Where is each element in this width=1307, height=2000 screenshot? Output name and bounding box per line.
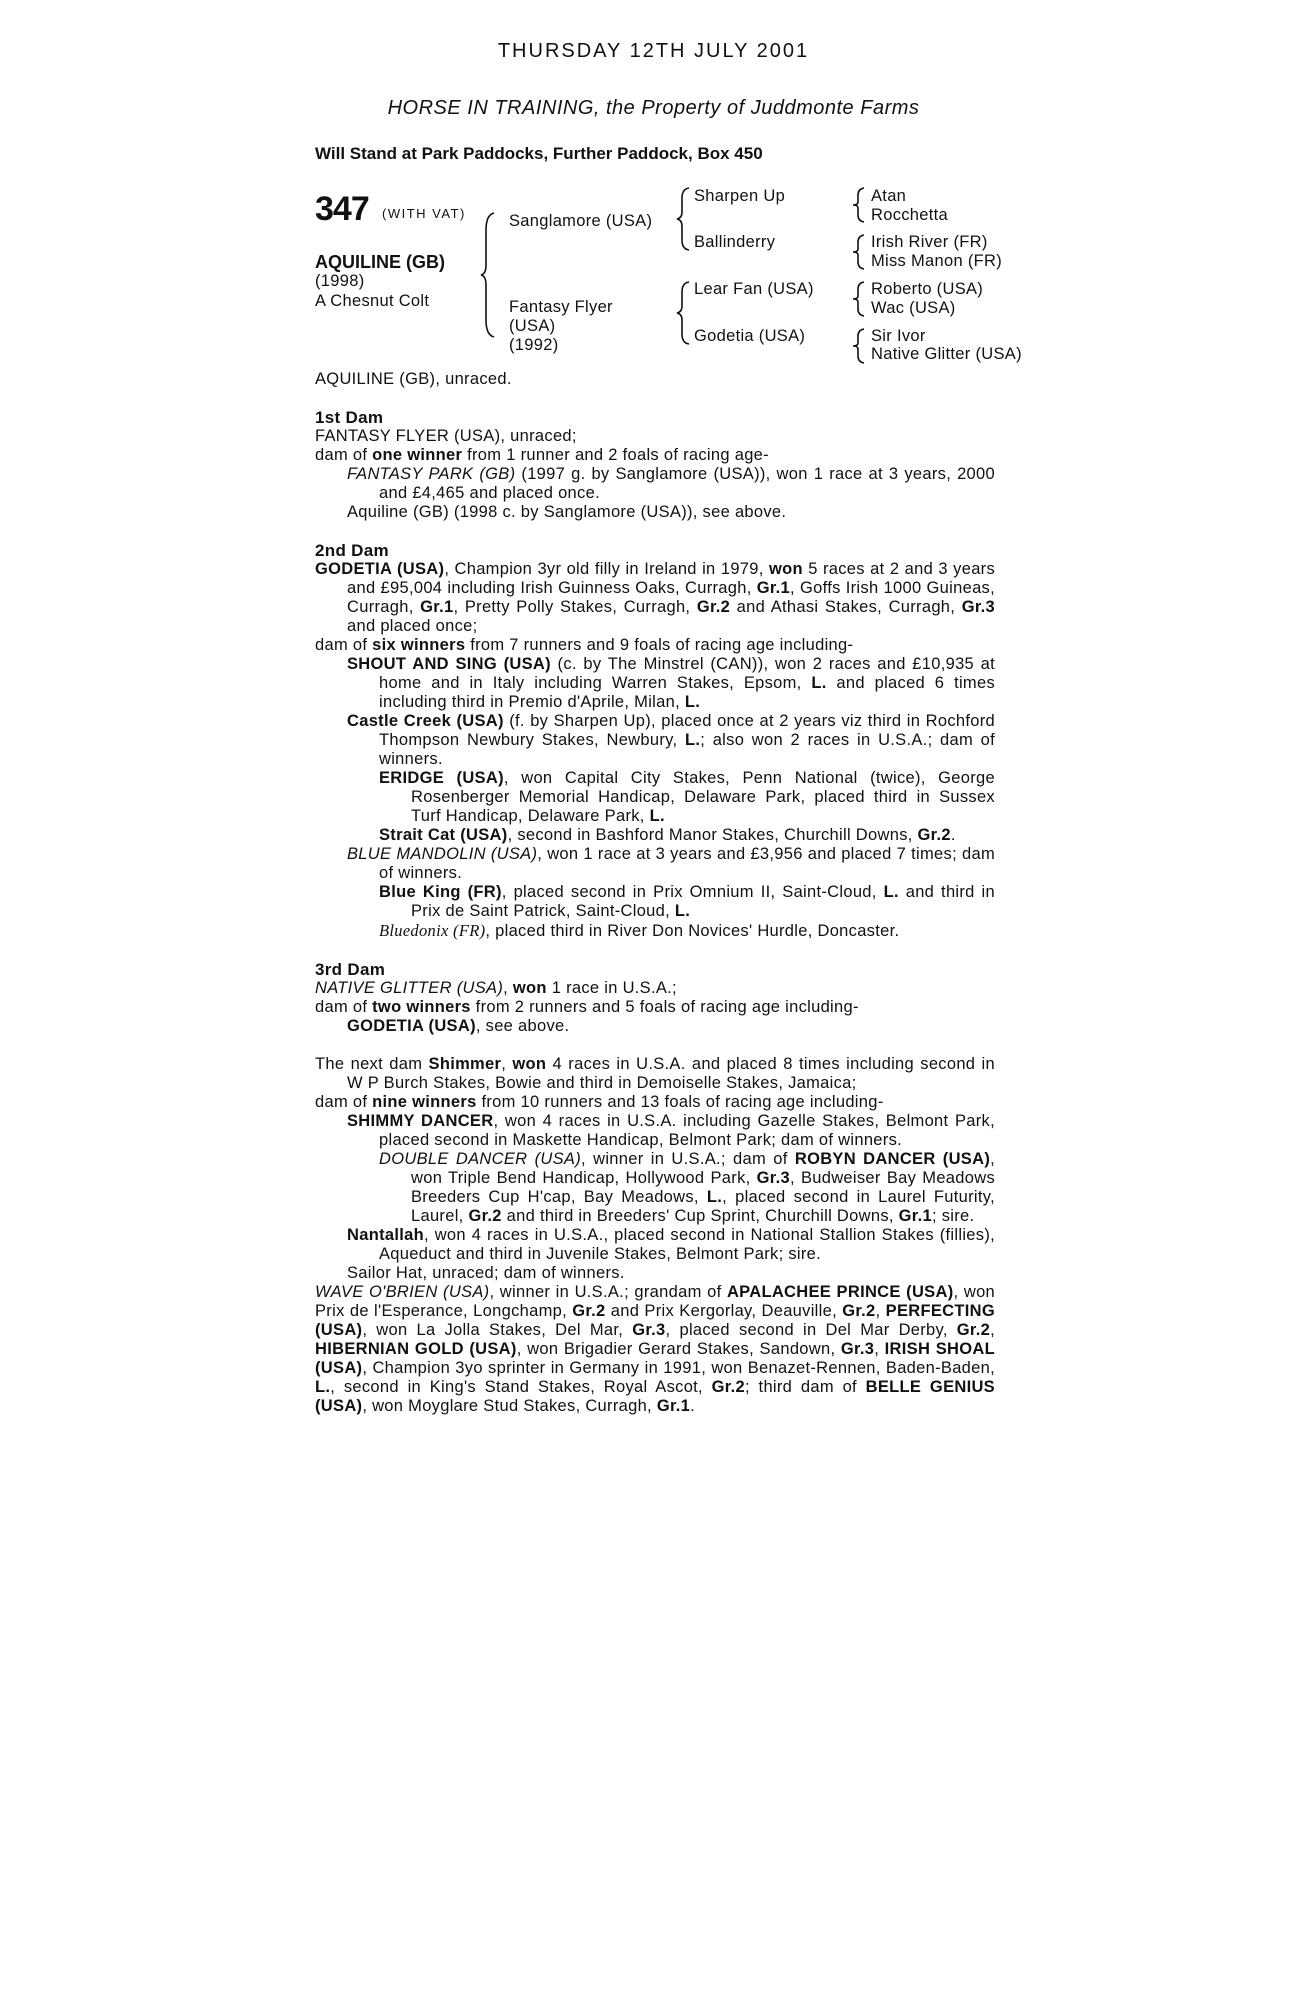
pedigree-ddd: Native Glitter (USA) [871, 345, 1022, 363]
first-dam-line: FANTASY FLYER (USA), unraced; [315, 427, 577, 445]
pedigree-brace-6 [852, 280, 870, 318]
unraced-line: AQUILINE (GB), unraced. [315, 370, 512, 388]
produce-wave-obrien: WAVE O'BRIEN (USA), winner in U.S.A.; grandam of APALACHEE PRINCE (USA), won Prix de l'Esperance, Longchamp, Gr.2 and Prix Kergorlay, Deauville, Gr.2, PERFECTING (USA), won La Jolla Stakes, Del Mar, Gr.3, placed second in Del Mar Derby, Gr.2, HIBERNIAN GOLD (USA), won Brigadier Gerard Stakes, Sandown, Gr.3, IRISH SHOAL (USA), Champion 3yo sprinter in Germany in 1991, won Benazet-Rennen, Baden-Baden, L., second in King's Stand Stakes, Royal Ascot, Gr.2; third dam of BELLE GENIUS (USA), won Moyglare Stud Stakes, Curragh, Gr.1. [315, 1283, 996, 1415]
pedigree-dam-line3: (1992) [509, 336, 559, 354]
pedigree-brace-7 [852, 327, 870, 365]
produce-godetia: GODETIA (USA), see above. [347, 1017, 570, 1035]
pedigree-brace-2 [676, 186, 696, 252]
pedigree-dam-line2: (USA) [509, 317, 556, 335]
first-dam-heading: 1st Dam [315, 408, 384, 427]
produce-blue-mandolin: BLUE MANDOLIN (USA), won 1 race at 3 years and £3,956 and placed 7 times; dam of winners. [347, 845, 995, 882]
second-dam-heading: 2nd Dam [315, 541, 389, 560]
produce-shimmy-dancer: SHIMMY DANCER, won 4 races in U.S.A. including Gazelle Stakes, Belmont Park, placed second in Maskette Handicap, Belmont Park; dam of winners. [347, 1112, 995, 1149]
produce-nantallah: Nantallah, won 4 races in U.S.A., placed second in National Stallion Stakes (fillies), Aqueduct and third in Juvenile Stakes, Belmont Park; sire. [347, 1226, 995, 1263]
pedigree-brace-1 [480, 210, 502, 340]
sale-date: THURSDAY 12TH JULY 2001 [497, 40, 810, 62]
catalogue-text [315, 370, 995, 1416]
pedigree-brace-4 [852, 186, 870, 224]
produce-blue-king: Blue King (FR), placed second in Prix Omnium II, Saint-Cloud, L. and third in Prix de Saint Patrick, Saint-Cloud, L. [379, 883, 995, 920]
pedigree-dam-dam: Godetia (USA) [694, 327, 806, 345]
pedigree-sdd: Miss Manon (FR) [871, 252, 1003, 270]
lot-subtitle: HORSE IN TRAINING, the Property of Juddmonte Farms [387, 97, 920, 119]
produce-eridge: ERIDGE (USA), won Capital City Stakes, Penn National (twice), George Rosenberger Memorial Handicap, Delaware Park, placed third in Sussex Turf Handicap, Delaware Park, L. [379, 769, 996, 825]
lot-vat: (WITH VAT) [382, 206, 466, 221]
pedigree-dds: Sir Ivor [871, 327, 926, 345]
pedigree-brace-5 [852, 233, 870, 271]
produce-aquiline: Aquiline (GB) (1998 c. by Sanglamore (USA)), see above. [347, 503, 787, 521]
produce-double-dancer: DOUBLE DANCER (USA), winner in U.S.A.; dam of ROBYN DANCER (USA), won Triple Bend Handicap, Hollywood Park, Gr.3, Budweiser Bay Meadows Breeders Cup H'cap, Bay Meadows, L., placed second in Laurel Futurity, Laurel, Gr.2 and third in Breeders' Cup Sprint, Churchill Downs, Gr.1; sire. [379, 1150, 996, 1225]
pedigree-ssd: Rocchetta [871, 206, 948, 224]
stand-location: Will Stand at Park Paddocks, Further Paddock, Box 450 [315, 144, 763, 163]
lot-number: 347 [315, 190, 369, 228]
next-dam-line: The next dam Shimmer, won 4 races in U.S.A. and placed 8 times including second in W P Burch Stakes, Bowie and third in Demoiselle Stakes, Jamaica; [315, 1055, 995, 1092]
next-dam-produce: dam of nine winners from 10 runners and 13 foals of racing age including- [315, 1093, 884, 1111]
third-dam-line: NATIVE GLITTER (USA), won 1 race in U.S.A.; [315, 979, 677, 997]
first-dam-produce: dam of one winner from 1 runner and 2 foals of racing age- [315, 446, 769, 464]
horse-year: (1998) [315, 272, 365, 290]
pedigree-sire: Sanglamore (USA) [509, 212, 653, 230]
produce-shout-and-sing: SHOUT AND SING (USA) (c. by The Minstrel (CAN)), won 2 races and £10,935 at home and in Italy including Warren Stakes, Epsom, L. and placed 6 times including third in Premio d'Aprile, Milan, L. [347, 655, 995, 711]
produce-fantasy-park: FANTASY PARK (GB) (1997 g. by Sanglamore (USA)), won 1 race at 3 years, 2000 and £4,465 and placed once. [347, 465, 995, 502]
pedigree-brace-3 [676, 280, 696, 346]
pedigree-sire-dam: Ballinderry [694, 233, 776, 251]
second-dam-produce: dam of six winners from 7 runners and 9 foals of racing age including- [315, 636, 854, 654]
produce-strait-cat: Strait Cat (USA), second in Bashford Manor Stakes, Churchill Downs, Gr.2. [379, 826, 956, 844]
pedigree-sss: Atan [871, 187, 907, 205]
pedigree-dsd: Wac (USA) [871, 299, 956, 317]
pedigree-sire-sire: Sharpen Up [694, 187, 786, 205]
pedigree-dam-sire: Lear Fan (USA) [694, 280, 814, 298]
produce-sailor-hat: Sailor Hat, unraced; dam of winners. [347, 1264, 625, 1282]
third-dam-produce: dam of two winners from 2 runners and 5 foals of racing age including- [315, 998, 859, 1016]
second-dam-line: GODETIA (USA), Champion 3yr old filly in Ireland in 1979, won 5 races at 2 and 3 years and £95,004 including Irish Guinness Oaks, Curragh, Gr.1, Goffs Irish 1000 Guineas, Curragh, Gr.1, Pretty Polly Stakes, Curragh, Gr.2 and Athasi Stakes, Curragh, Gr.3 and placed once; [315, 560, 996, 635]
horse-name: AQUILINE (GB) [315, 252, 445, 272]
pedigree-dss: Roberto (USA) [871, 280, 984, 298]
produce-bluedonix: Bluedonix (FR), placed third in River Don Novices' Hurdle, Doncaster. [379, 921, 900, 940]
third-dam-heading: 3rd Dam [315, 960, 386, 979]
pedigree-sds: Irish River (FR) [871, 233, 988, 251]
horse-description: A Chesnut Colt [315, 292, 430, 310]
pedigree-dam-line1: Fantasy Flyer [509, 298, 613, 316]
produce-castle-creek: Castle Creek (USA) (f. by Sharpen Up), placed once at 2 years viz third in Rochford Thompson Newbury Stakes, Newbury, L.; also won 2 races in U.S.A.; dam of winners. [347, 712, 996, 768]
